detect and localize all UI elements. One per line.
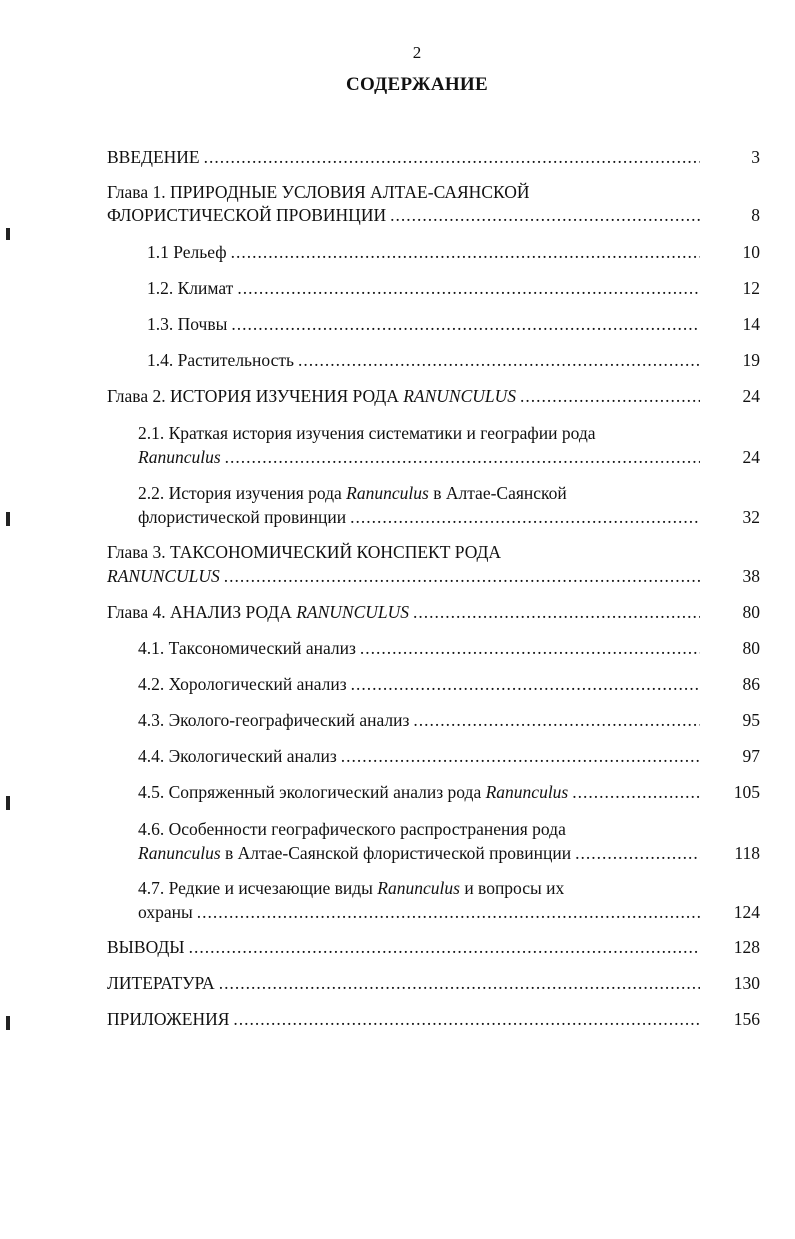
toc-entry-chapter-1[interactable]: Глава 1. ПРИРОДНЫЕ УСЛОВИЯ АЛТАЕ-САЯНСКОЙ ФЛОРИСТИЧЕСКОЙ ПРОВИНЦИИ ..... 8 bbox=[107, 181, 760, 227]
page-ref: 19 bbox=[742, 350, 760, 370]
page-ref: 12 bbox=[742, 278, 760, 298]
leader-dots bbox=[225, 446, 700, 469]
page-ref: 32 bbox=[742, 507, 760, 527]
page-ref: 3 bbox=[751, 147, 760, 167]
toc-entry-2-1[interactable]: 2.1. Краткая история изучения систематики и географии рода Ranunculus ..... 24 bbox=[138, 422, 760, 469]
toc-entry-4-6[interactable]: 4.6. Особенности географического распространения рода Ranunculus в Алтае-Саянской флористической провинции ..... 118 bbox=[138, 818, 760, 865]
toc-entry-1-2[interactable]: 1.2. Климат ..... 12 bbox=[147, 277, 760, 300]
binding-mark bbox=[6, 228, 10, 240]
leader-dots bbox=[572, 781, 700, 804]
leader-dots bbox=[413, 709, 700, 732]
page-ref: 130 bbox=[733, 973, 760, 993]
leader-dots bbox=[298, 349, 700, 372]
page-ref: 156 bbox=[733, 1009, 760, 1029]
page-ref: 95 bbox=[742, 710, 760, 730]
page-ref: 14 bbox=[742, 314, 760, 334]
toc-entry-intro[interactable]: ВВЕДЕНИЕ ..... 3 bbox=[107, 146, 760, 169]
leader-dots bbox=[219, 972, 700, 995]
page-ref: 24 bbox=[742, 447, 760, 467]
page-ref: 105 bbox=[733, 782, 760, 802]
toc-entry-4-2[interactable]: 4.2. Хорологический анализ ..... 86 bbox=[138, 673, 760, 696]
toc-entry-appendices[interactable]: ПРИЛОЖЕНИЯ ..... 156 bbox=[107, 1008, 760, 1031]
page-ref: 38 bbox=[742, 566, 760, 586]
page-ref: 97 bbox=[742, 746, 760, 766]
leader-dots bbox=[231, 313, 700, 336]
page-number: 2 bbox=[412, 43, 422, 62]
leader-dots bbox=[520, 385, 700, 408]
page-ref: 124 bbox=[733, 902, 760, 922]
toc-entry-conclusions[interactable]: ВЫВОДЫ ..... 128 bbox=[107, 936, 760, 959]
leader-dots bbox=[413, 601, 700, 624]
toc-entry-4-1[interactable]: 4.1. Таксономический анализ ..... 80 bbox=[138, 637, 760, 660]
leader-dots bbox=[390, 204, 700, 227]
leader-dots bbox=[360, 637, 700, 660]
leader-dots bbox=[233, 1008, 700, 1031]
page-ref: 80 bbox=[742, 638, 760, 658]
toc-entry-4-5[interactable]: 4.5. Сопряженный экологический анализ рода Ranunculus ..... 105 bbox=[138, 781, 760, 804]
leader-dots bbox=[197, 901, 700, 924]
leader-dots bbox=[350, 506, 700, 529]
leader-dots bbox=[341, 745, 700, 768]
leader-dots bbox=[224, 565, 700, 588]
binding-mark bbox=[6, 512, 10, 526]
page-ref: 118 bbox=[734, 843, 760, 863]
toc-entry-4-3[interactable]: 4.3. Эколого-географический анализ ..... 95 bbox=[138, 709, 760, 732]
leader-dots bbox=[189, 936, 700, 959]
binding-mark bbox=[6, 1016, 10, 1030]
page-ref: 86 bbox=[742, 674, 760, 694]
toc-entry-1-1[interactable]: 1.1 Рельеф ..... 10 bbox=[147, 241, 760, 264]
leader-dots bbox=[351, 673, 700, 696]
page-ref: 24 bbox=[742, 386, 760, 406]
toc-entry-4-7[interactable]: 4.7. Редкие и исчезающие виды Ranunculus и вопросы их охраны ..... 124 bbox=[138, 877, 760, 924]
toc-entry-chapter-4[interactable]: Глава 4. АНАЛИЗ РОДА RANUNCULUS ..... 80 bbox=[107, 601, 760, 624]
leader-dots bbox=[237, 277, 700, 300]
toc-entry-chapter-3[interactable]: Глава 3. ТАКСОНОМИЧЕСКИЙ КОНСПЕКТ РОДА RANUNCULUS ..... 38 bbox=[107, 541, 760, 588]
toc-entry-literature[interactable]: ЛИТЕРАТУРА ..... 130 bbox=[107, 972, 760, 995]
leader-dots bbox=[575, 842, 700, 865]
toc-entry-chapter-2[interactable]: Глава 2. ИСТОРИЯ ИЗУЧЕНИЯ РОДА RANUNCULUS ..... 24 bbox=[107, 385, 760, 408]
toc-entry-2-2[interactable]: 2.2. История изучения рода Ranunculus в Алтае-Саянской флористической провинции ..... 32 bbox=[138, 482, 760, 529]
toc-entry-1-3[interactable]: 1.3. Почвы ..... 14 bbox=[147, 313, 760, 336]
leader-dots bbox=[231, 241, 700, 264]
leader-dots bbox=[204, 146, 700, 169]
binding-mark bbox=[6, 796, 10, 810]
page-ref: 10 bbox=[742, 242, 760, 262]
page-ref: 80 bbox=[742, 602, 760, 622]
toc-entry-1-4[interactable]: 1.4. Растительность ..... 19 bbox=[147, 349, 760, 372]
page-ref: 128 bbox=[733, 937, 760, 957]
page-ref: 8 bbox=[751, 205, 760, 225]
toc-entry-4-4[interactable]: 4.4. Экологический анализ ..... 97 bbox=[138, 745, 760, 768]
page-title: СОДЕРЖАНИЕ bbox=[346, 74, 488, 95]
